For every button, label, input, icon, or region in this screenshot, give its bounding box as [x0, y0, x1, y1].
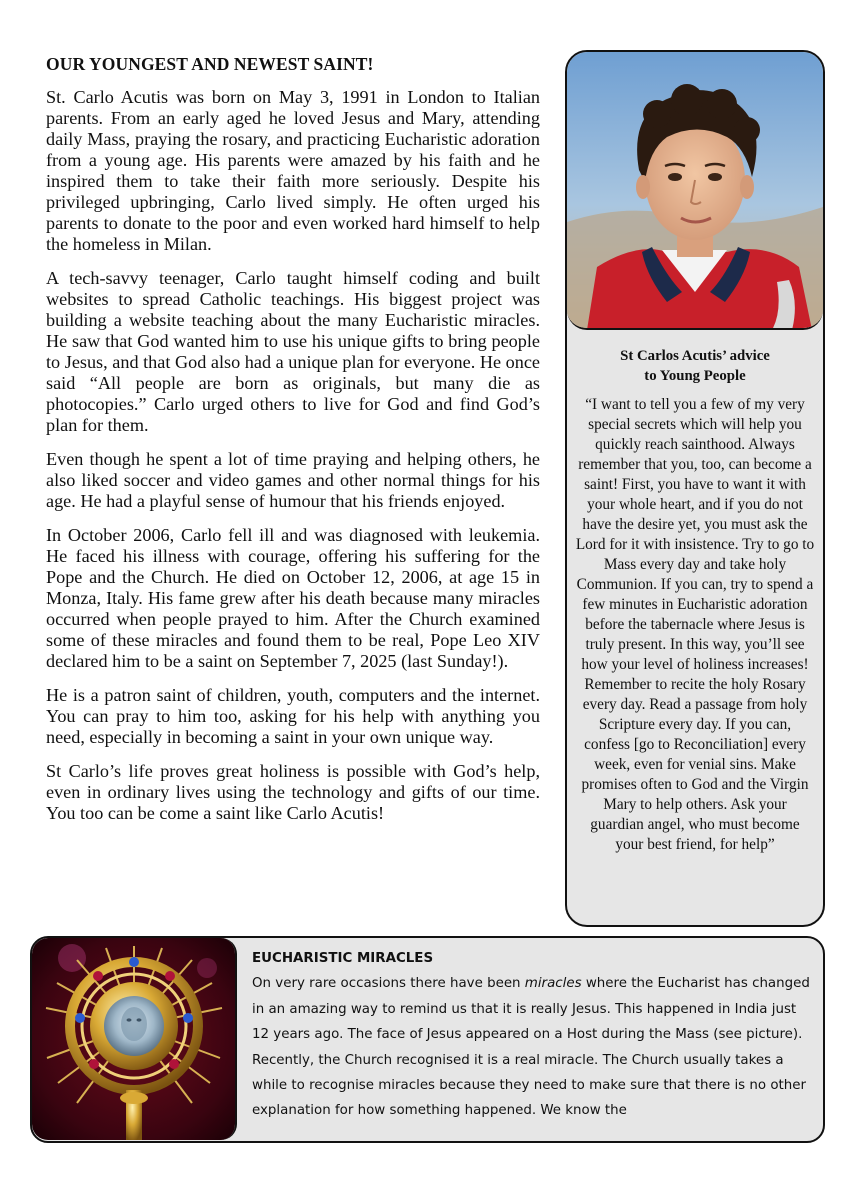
advice-title-line-2: to Young People [644, 368, 746, 384]
article-paragraph-2: A tech-savvy teenager, Carlo taught himself coding and built websites to spread Catholic teachings. His biggest project was building a website teaching about the many Eucharistic miracles. He saw that God wanted him to use his unique gifts to bring people to Jesus, and that God also had a unique plan for everyone. He once said “All people are born as originals, but many die as photocopies.” Carlo urged others to live for God and find God’s plan for them. [46, 268, 540, 435]
advice-title-line-1: St Carlos Acutis’ advice [620, 348, 770, 364]
portrait-photo [567, 52, 823, 330]
article-paragraph-1: St. Carlo Acutis was born on May 3, 1991 in London to Italian parents. From an early aged he loved Jesus and Mary, attending daily Mass, praying the rosary, and practicing Eucharistic adoration from a young age. His parents were amazed by his faith and he inspired them to take their faith more seriously. Despite his privileged upbringing, Carlo lived simply. He often urged his parents to donate to the poor and even worked hard himself to help the homeless in Milan. [46, 87, 540, 254]
article-paragraph-4: In October 2006, Carlo fell ill and was diagnosed with leukemia. He faced his illness with courage, offering his suffering for the Pope and the Church. He died on October 12, 2006, at age 15 in Monza, Italy. His fame grew after his death because many miracles occurred when people prayed to him. After the Church examined some of these miracles and found them to be real, Pope Leo XIV declared him to be a saint on September 7, 2025 (last Sunday!). [46, 525, 540, 671]
advice-quote: “I want to tell you a few of my very special secrets which will help you quickly reach sainthood. Always remember that you, too, can become a saint! First, you have to want it with your whole heart, and if you do not have the desire yet, you must ask the Lord for it with insistence. Try to go to Mass every day and take holy Communion. If you can, try to spend a few minutes in Eucharistic adoration before the tabernacle where Jesus is truly present. In this way, you’ll see how your level of holiness increases! Remember to recite the holy Rosary every day. Read a passage from holy Scripture every day. If you can, confess [go to Reconciliation] every week, even for venial sins. Make promises often to God and the Virgin Mary to help others. Ask your guardian angel, who must become your best friend, for help” [575, 396, 815, 853]
miracles-paragraph [252, 971, 812, 1123]
article-paragraph-5: He is a patron saint of children, youth, computers and the internet. You can pray to him too, asking for his help with anything you need, especially in becoming a saint in your own unique way. [46, 685, 540, 747]
miracles-text [252, 946, 812, 1124]
article-paragraph-6: St Carlo’s life proves great holiness is possible with God’s help, even in ordinary lives using the technology and gifts of our time. You too can be come a saint like Carlo Acutis! [46, 761, 540, 823]
advice-title [567, 346, 823, 386]
article-title: OUR YOUNGEST AND NEWEST SAINT! [46, 54, 374, 74]
monstrance-photo [32, 938, 237, 1140]
eucharistic-miracles-box [30, 936, 825, 1143]
miracles-heading: EUCHARISTIC MIRACLES [252, 951, 434, 966]
portrait-illustration [567, 52, 823, 330]
article-paragraph-3: Even though he spent a lot of time praying and helping others, he also liked soccer and video games and other normal things for his age. He had a playful sense of humour that his friends enjoyed. [46, 449, 540, 511]
miracles-text-after: where the Eucharist has changed in an amazing way to remind us that it is really Jesus. This happened in India just 12 years ago. The face of Jesus appeared on a Host during the Mass (see picture). Recently, the Church recognised it is a real miracle. The Church usually takes a while to recognise miracles because they need to make sure that there is no other explanation for how something happened. We know the [252, 976, 810, 1119]
miracles-text-before: On very rare occasions there have been [252, 976, 525, 992]
monstrance-illustration [32, 938, 237, 1140]
article [46, 54, 540, 837]
advice-sidebar [565, 50, 825, 927]
miracles-emphasis: miracles [524, 976, 582, 992]
